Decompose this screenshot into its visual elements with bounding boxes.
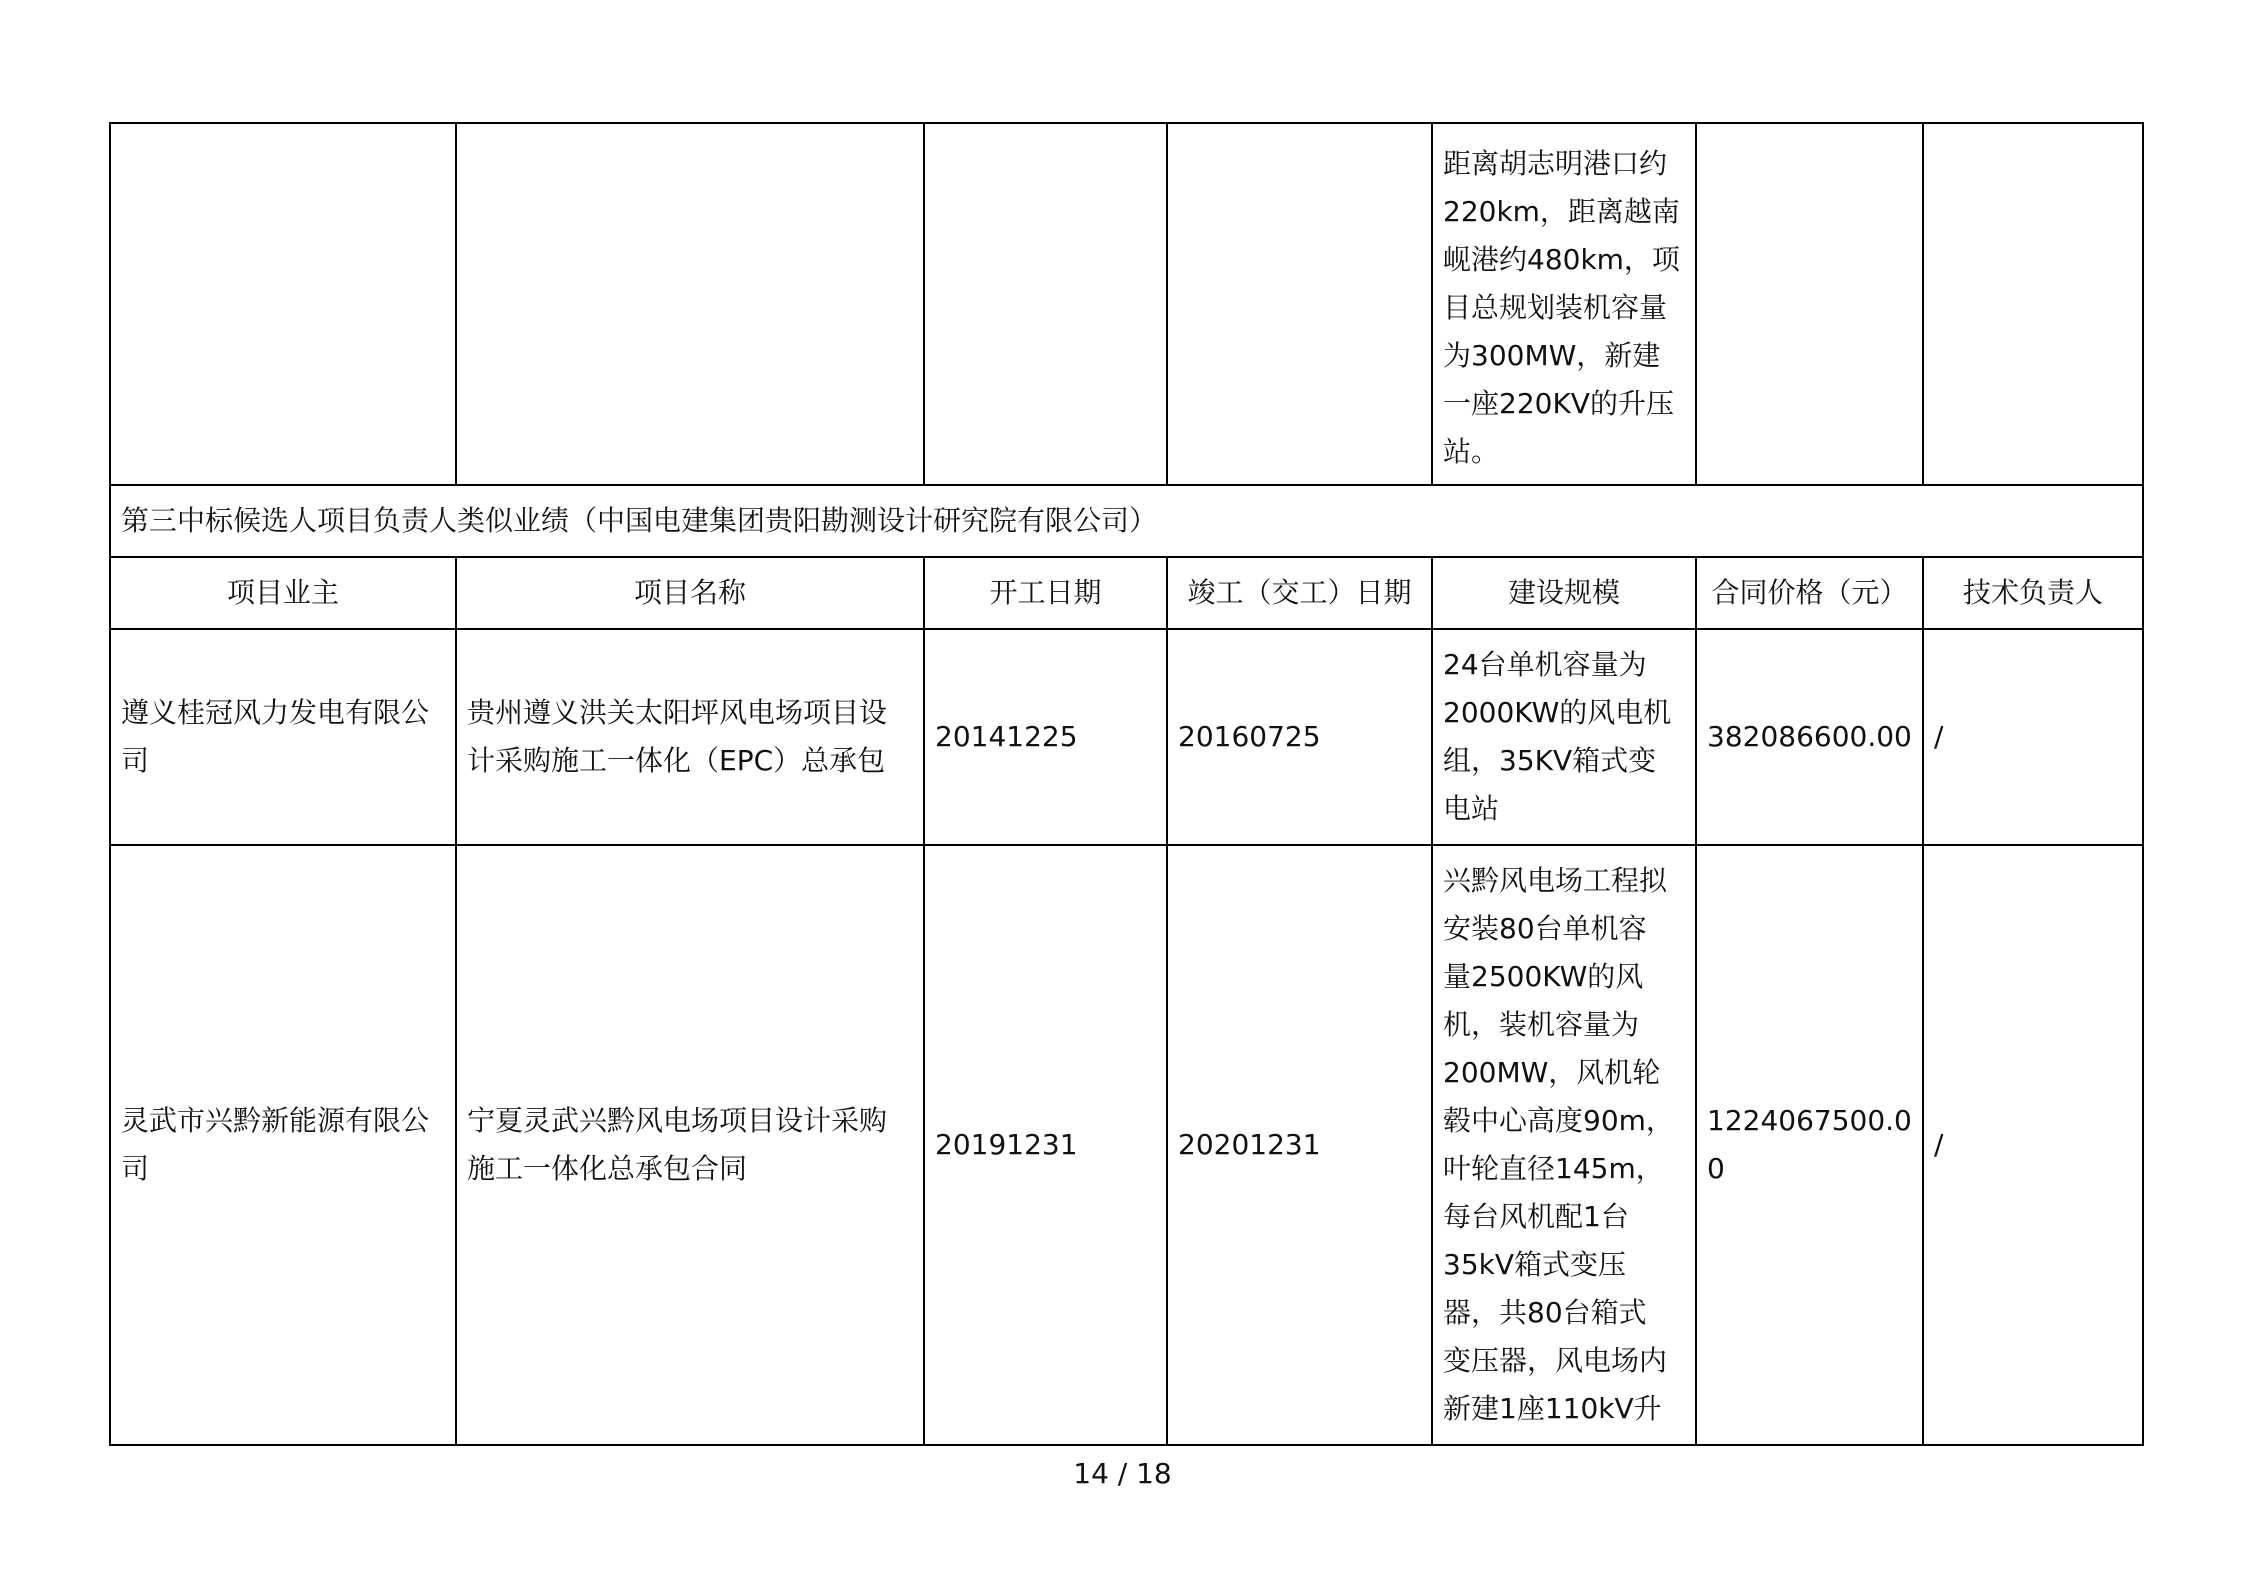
header-owner: 项目业主	[110, 557, 456, 629]
start-date-cell: 20191231	[924, 845, 1167, 1445]
tech-lead-cell: /	[1923, 845, 2143, 1445]
price-cell: 1224067500.00	[1696, 845, 1923, 1445]
start-date-cell-empty	[924, 123, 1167, 485]
end-date-cell: 20160725	[1167, 629, 1432, 845]
end-date-cell: 20201231	[1167, 845, 1432, 1445]
start-date-cell: 20141225	[924, 629, 1167, 845]
header-tech-lead: 技术负责人	[1923, 557, 2143, 629]
section-title: 第三中标候选人项目负责人类似业绩（中国电建集团贵阳勘测设计研究院有限公司）	[110, 485, 2143, 557]
end-date-cell-empty	[1167, 123, 1432, 485]
owner-cell: 灵武市兴黔新能源有限公司	[110, 845, 456, 1445]
price-cell: 382086600.00	[1696, 629, 1923, 845]
header-scale: 建设规模	[1432, 557, 1696, 629]
header-row	[110, 557, 2143, 629]
scale-cell	[1432, 845, 1696, 1445]
owner-cell: 遵义桂冠风力发电有限公司	[110, 629, 456, 845]
scale-text: 距离胡志明港口约 220km，距离越南 岘港约480km，项 目总规划装机容量 为300MW，新建 一座220KV的升压 站。	[1443, 147, 1680, 468]
scale-text: 24台单机容量为 2000KW的风电机 组，35KV箱式变 电站	[1443, 648, 1672, 825]
table-row	[110, 845, 2143, 1445]
owner-cell-empty	[110, 123, 456, 485]
page-number: 14 / 18	[1073, 1457, 1172, 1490]
header-start-date: 开工日期	[924, 557, 1167, 629]
continued-row	[110, 123, 2143, 485]
header-project-name: 项目名称	[456, 557, 924, 629]
header-end-date: 竣工（交工）日期	[1167, 557, 1432, 629]
tech-lead-cell-empty	[1923, 123, 2143, 485]
tech-lead-cell: /	[1923, 629, 2143, 845]
project-name-cell: 宁夏灵武兴黔风电场项目设计采购施工一体化总承包合同	[456, 845, 924, 1445]
performance-table	[109, 122, 2144, 1446]
project-name-cell: 贵州遵义洪关太阳坪风电场项目设计采购施工一体化（EPC）总承包	[456, 629, 924, 845]
header-price: 合同价格（元）	[1696, 557, 1923, 629]
table-row	[110, 629, 2143, 845]
scale-cell	[1432, 123, 1696, 485]
project-cell-empty	[456, 123, 924, 485]
scale-text: 兴黔风电场工程拟 安装80台单机容 量2500KW的风 机，装机容量为 200MW，风机轮 毂中心高度90m， 叶轮直径145m， 每台风机配1台 35kV箱式变压 器，共80台箱式 变压器，风电场内 新建1座110kV升	[1443, 864, 1674, 1425]
price-cell-empty	[1696, 123, 1923, 485]
scale-cell	[1432, 629, 1696, 845]
section-row	[110, 485, 2143, 557]
